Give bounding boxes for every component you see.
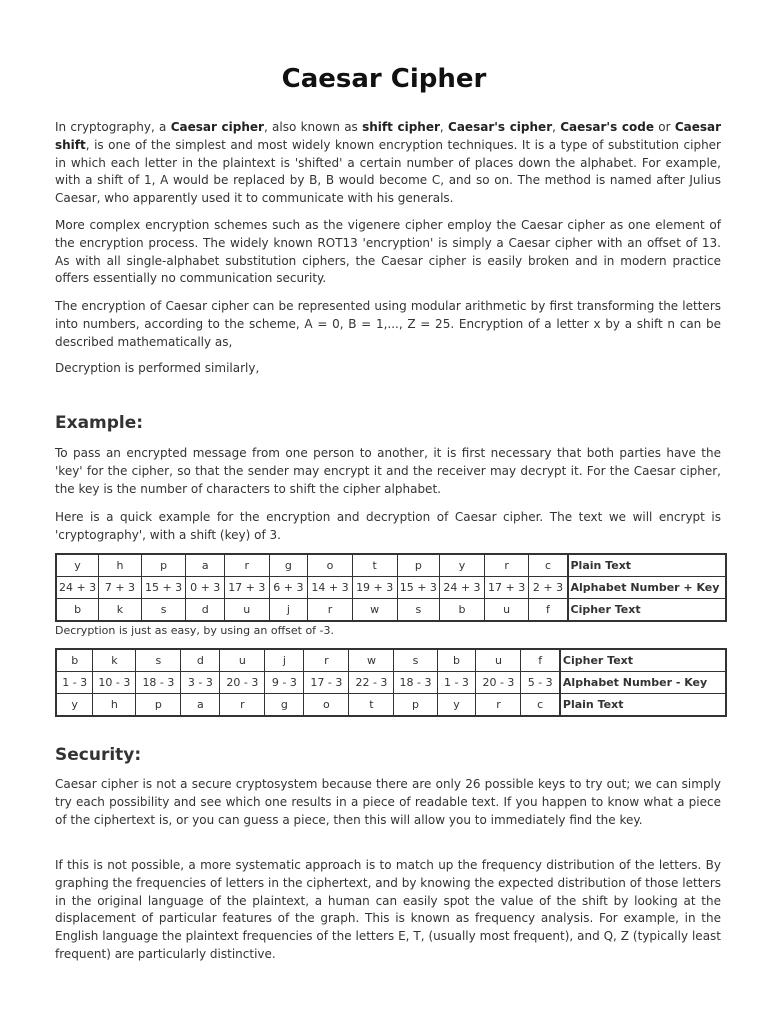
row-label: Cipher Text — [568, 599, 727, 622]
table-cell: 2 + 3 — [529, 577, 568, 599]
table-cell: u — [224, 599, 269, 622]
table-cell: r — [304, 649, 349, 672]
table-cell: 1 - 3 — [437, 672, 476, 694]
example-paragraph-1: To pass an encrypted message from one person to another, it is first necessary that both parties have the 'key' for the cipher, so that the sender may encrypt it and the receiver may decrypt it. For the Caesar cipher, the key is the number of characters to shift the cipher alphabet. — [55, 446, 721, 496]
table-cell: 0 + 3 — [186, 577, 225, 599]
table-cell: d — [181, 649, 220, 672]
table-cell: r — [484, 554, 529, 577]
table-row — [56, 577, 726, 599]
table-cell: h — [93, 694, 136, 717]
table-cell: 10 - 3 — [93, 672, 136, 694]
table-cell: j — [265, 649, 304, 672]
term-caesars-cipher: Caesar's cipher — [448, 120, 553, 134]
table-cell: 9 - 3 — [265, 672, 304, 694]
table-cell: w — [352, 599, 397, 622]
table-row — [56, 649, 726, 672]
table-cell: p — [141, 554, 186, 577]
table-cell: w — [349, 649, 394, 672]
table-cell: p — [397, 554, 440, 577]
security-heading: Security: — [55, 745, 142, 765]
table-cell: t — [349, 694, 394, 717]
table-cell: d — [186, 599, 225, 622]
table-cell: s — [397, 599, 440, 622]
table-cell: y — [56, 554, 99, 577]
table-cell: t — [352, 554, 397, 577]
intro-paragraph-1: In cryptography, a Caesar cipher, also known as shift cipher, Caesar's cipher, Caesar's code or Caesar shift, is one of the simplest and most widely known encryption techniques. It is a type of substitution cipher in which each letter in the plaintext is 'shifted' a certain number of places down the alphabet. For example, with a shift of 1, A would be replaced by B, B would become C, and so on. The method is named after Julius Caesar, who apparently used it to communicate with his generals. — [55, 120, 722, 206]
table-cell: c — [529, 554, 568, 577]
table-cell: 15 + 3 — [397, 577, 440, 599]
table-cell: k — [99, 599, 142, 622]
table-cell: s — [141, 599, 186, 622]
table-cell: 1 - 3 — [56, 672, 93, 694]
table-cell: 20 - 3 — [220, 672, 265, 694]
table-cell: b — [56, 649, 93, 672]
row-label: Plain Text — [568, 554, 727, 577]
table-cell: u — [484, 599, 529, 622]
table-cell: y — [440, 554, 485, 577]
table-cell: s — [136, 649, 181, 672]
table-cell: s — [394, 649, 437, 672]
table-cell: p — [136, 694, 181, 717]
table-cell: u — [220, 649, 265, 672]
table-cell: f — [529, 599, 568, 622]
table-cell: 19 + 3 — [352, 577, 397, 599]
table-cell: r — [476, 694, 521, 717]
table-cell: c — [521, 694, 560, 717]
table-cell: 17 + 3 — [484, 577, 529, 599]
term-shift-cipher: shift cipher — [362, 120, 440, 134]
table-cell: 15 + 3 — [141, 577, 186, 599]
table-cell: 18 - 3 — [394, 672, 437, 694]
table-cell: y — [56, 694, 93, 717]
security-paragraph-2: If this is not possible, a more systematic approach is to match up the frequency distribution of the letters. By graphing the frequencies of letters in the ciphertext, and by knowing the expected distribution of those letters in the original language of the plaintext, a human can easily spot the value of the shift by looking at the displacement of particular features of the graph. This is known as frequency analysis. For example, in the English language the plaintext frequencies of the letters E, T, (usually most frequent), and Q, Z (typically least frequent) are particularly distinctive. — [55, 858, 721, 961]
example-paragraph-2: Here is a quick example for the encryption and decryption of Caesar cipher. The text we will encrypt is 'cryptography', with a shift (key) of 3. — [55, 510, 721, 542]
term-caesar-shift: Caesar shift — [55, 120, 722, 152]
table-cell: 5 - 3 — [521, 672, 560, 694]
table-cell: g — [269, 554, 308, 577]
table-row — [56, 672, 726, 694]
intro-paragraph-4: Decryption is performed similarly, — [55, 361, 260, 375]
table-cell: 22 - 3 — [349, 672, 394, 694]
table-cell: r — [224, 554, 269, 577]
row-label: Alphabet Number + Key — [568, 577, 727, 599]
table-cell: p — [394, 694, 437, 717]
encryption-table — [55, 553, 727, 622]
decryption-table — [55, 648, 727, 717]
intro-paragraph-3: The encryption of Caesar cipher can be represented using modular arithmetic by first transforming the letters into numbers, according to the scheme, A = 0, B = 1,..., Z = 25. Encryption of a letter x by a shift n can be described mathematically as, — [55, 299, 721, 349]
table-cell: h — [99, 554, 142, 577]
table-cell: b — [56, 599, 99, 622]
table-cell: 14 + 3 — [308, 577, 353, 599]
table-cell: 6 + 3 — [269, 577, 308, 599]
table-cell: b — [440, 599, 485, 622]
table-cell: a — [181, 694, 220, 717]
table-cell: r — [308, 599, 353, 622]
table-cell: j — [269, 599, 308, 622]
table-cell: r — [220, 694, 265, 717]
table-cell: 20 - 3 — [476, 672, 521, 694]
table-cell: 24 + 3 — [56, 577, 99, 599]
table-cell: 7 + 3 — [99, 577, 142, 599]
table-row — [56, 694, 726, 717]
table-cell: f — [521, 649, 560, 672]
table-cell: b — [437, 649, 476, 672]
security-paragraph-1: Caesar cipher is not a secure cryptosystem because there are only 26 possible keys to try out; we can simply try each possibility and see which one results in a piece of readable text. If you happen to know what a piece of the ciphertext is, or you can guess a piece, then this will allow you to immediately find the key. — [55, 777, 721, 827]
table-cell: o — [304, 694, 349, 717]
table-row — [56, 599, 726, 622]
intro-paragraph-2: More complex encryption schemes such as the vigenere cipher employ the Caesar cipher as one element of the encryption process. The widely known ROT13 'encryption' is simply a Caesar cipher with an offset of 13. As with all single-alphabet substitution ciphers, the Caesar cipher is easily broken and in modern practice offers essentially no communication security. — [55, 218, 721, 286]
table-cell: 18 - 3 — [136, 672, 181, 694]
table-cell: u — [476, 649, 521, 672]
table-cell: 17 + 3 — [224, 577, 269, 599]
row-label: Cipher Text — [560, 649, 726, 672]
decryption-caption: Decryption is just as easy, by using an offset of -3. — [55, 624, 335, 637]
row-label: Alphabet Number - Key — [560, 672, 726, 694]
table-cell: g — [265, 694, 304, 717]
table-cell: a — [186, 554, 225, 577]
table-cell: 3 - 3 — [181, 672, 220, 694]
term-caesars-code: Caesar's code — [560, 120, 654, 134]
table-cell: y — [437, 694, 476, 717]
term-caesar-cipher: Caesar cipher — [170, 120, 264, 134]
table-cell: o — [308, 554, 353, 577]
example-heading: Example: — [55, 413, 144, 433]
table-cell: 17 - 3 — [304, 672, 349, 694]
page-title: Caesar Cipher — [281, 64, 487, 94]
row-label: Plain Text — [560, 694, 726, 717]
table-row — [56, 554, 726, 577]
table-cell: k — [93, 649, 136, 672]
table-cell: 24 + 3 — [440, 577, 485, 599]
